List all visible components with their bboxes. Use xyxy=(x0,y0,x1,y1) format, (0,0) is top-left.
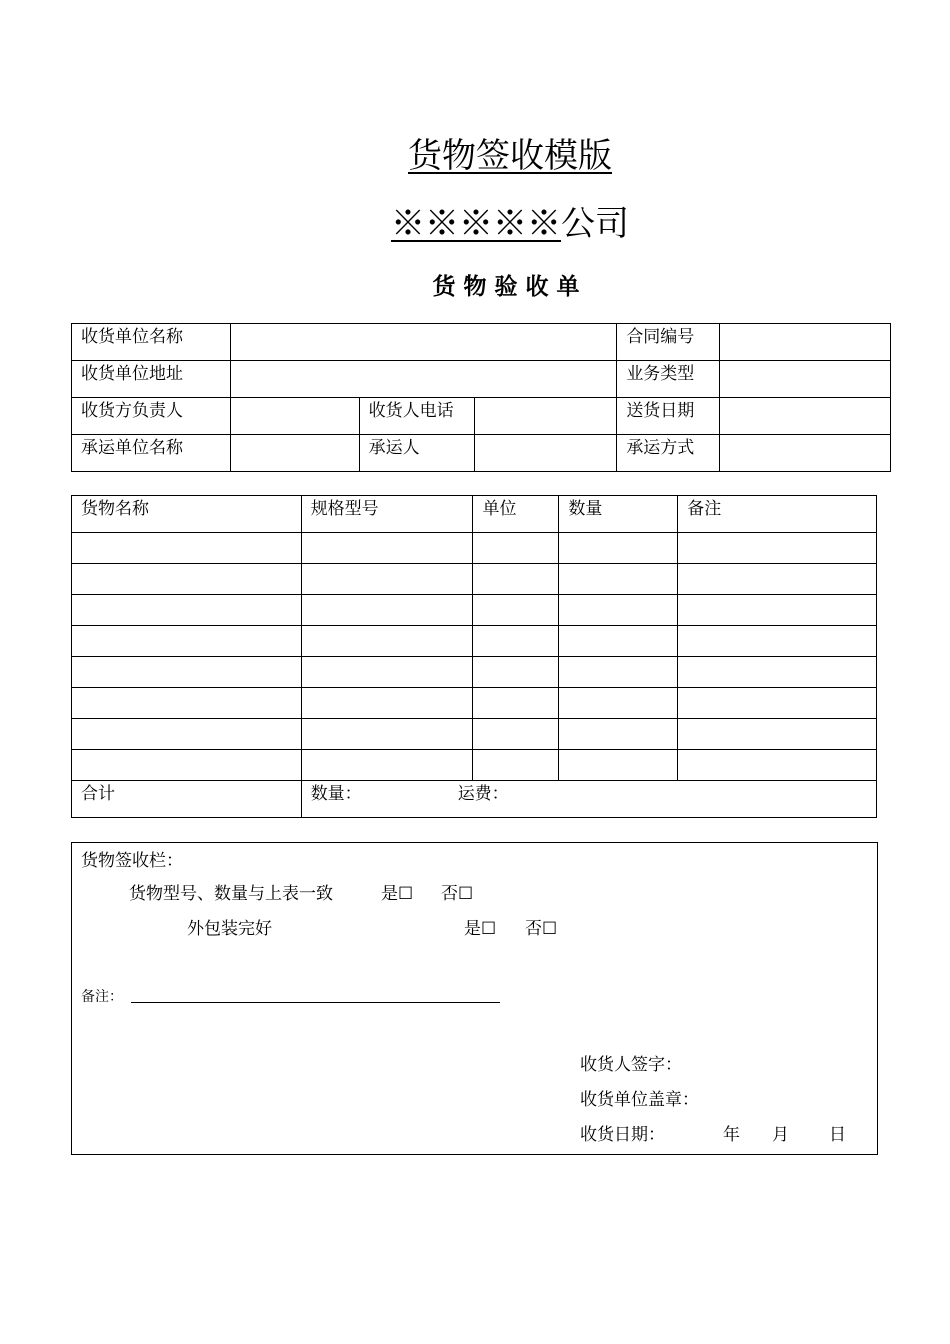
table-cell[interactable] xyxy=(559,750,678,781)
table-cell[interactable] xyxy=(559,626,678,657)
table-row xyxy=(72,595,877,626)
table-cell[interactable] xyxy=(678,564,877,595)
check2-no-checkbox[interactable]: 否☐ xyxy=(525,919,558,939)
label-receiver-unit-name: 收货单位名称 xyxy=(72,324,231,361)
label-transport-mode: 承运方式 xyxy=(617,435,720,472)
input-carrier[interactable] xyxy=(474,435,617,472)
label-delivery-date: 送货日期 xyxy=(617,398,720,435)
header-unit: 单位 xyxy=(473,496,559,533)
input-receiver-person[interactable] xyxy=(230,398,359,435)
input-business-type[interactable] xyxy=(720,361,891,398)
table-cell[interactable] xyxy=(72,750,302,781)
table-cell[interactable] xyxy=(72,564,302,595)
table-cell[interactable] xyxy=(559,533,678,564)
sign-heading: 货物签收栏： xyxy=(81,851,183,871)
check1-yes-checkbox[interactable]: 是☐ xyxy=(381,884,414,904)
table-row xyxy=(72,719,877,750)
table-cell[interactable] xyxy=(473,564,559,595)
total-label: 合计 xyxy=(72,781,302,818)
table-cell[interactable] xyxy=(473,688,559,719)
remark-input-line[interactable] xyxy=(131,1002,500,1003)
table-cell[interactable] xyxy=(301,657,473,688)
table-cell[interactable] xyxy=(678,688,877,719)
table-cell[interactable] xyxy=(72,595,302,626)
table-cell[interactable] xyxy=(301,533,473,564)
sign-section xyxy=(71,842,878,1155)
input-transport-mode[interactable] xyxy=(720,435,891,472)
date-year: 年 xyxy=(723,1125,740,1145)
date-month: 月 xyxy=(772,1125,789,1145)
date-label: 收货日期： xyxy=(580,1125,665,1145)
table-row xyxy=(72,750,877,781)
total-quantity-label: 数量： xyxy=(310,784,362,804)
table-cell[interactable] xyxy=(72,626,302,657)
table-cell[interactable] xyxy=(678,657,877,688)
total-values[interactable] xyxy=(301,781,876,818)
table-cell[interactable] xyxy=(678,750,877,781)
input-contract-no[interactable] xyxy=(720,324,891,361)
document-title: 货物签收模版 xyxy=(408,136,612,176)
table-cell[interactable] xyxy=(678,719,877,750)
table-cell[interactable] xyxy=(301,719,473,750)
goods-table xyxy=(71,495,877,818)
input-receiver-unit-address[interactable] xyxy=(230,361,617,398)
remark-label: 备注： xyxy=(81,989,123,1005)
label-carrier-unit-name: 承运单位名称 xyxy=(72,435,231,472)
table-cell[interactable] xyxy=(678,533,877,564)
header-remark: 备注 xyxy=(678,496,877,533)
header-quantity: 数量 xyxy=(559,496,678,533)
table-cell[interactable] xyxy=(559,564,678,595)
input-receiver-unit-name[interactable] xyxy=(230,324,617,361)
table-cell[interactable] xyxy=(72,657,302,688)
table-cell[interactable] xyxy=(678,595,877,626)
table-cell[interactable] xyxy=(559,719,678,750)
table-cell[interactable] xyxy=(473,657,559,688)
table-cell[interactable] xyxy=(301,750,473,781)
table-cell[interactable] xyxy=(72,688,302,719)
total-freight-label: 运费： xyxy=(457,784,509,804)
table-cell[interactable] xyxy=(473,719,559,750)
header-spec-model: 规格型号 xyxy=(301,496,473,533)
table-row xyxy=(72,564,877,595)
table-cell[interactable] xyxy=(473,750,559,781)
check1-no-checkbox[interactable]: 否☐ xyxy=(441,884,474,904)
label-business-type: 业务类型 xyxy=(617,361,720,398)
input-delivery-date[interactable] xyxy=(720,398,891,435)
table-row xyxy=(72,533,877,564)
table-cell[interactable] xyxy=(473,626,559,657)
label-receiver-unit-address: 收货单位地址 xyxy=(72,361,231,398)
table-row xyxy=(72,657,877,688)
table-cell[interactable] xyxy=(678,626,877,657)
table-cell[interactable] xyxy=(72,533,302,564)
info-table xyxy=(71,323,891,472)
table-cell[interactable] xyxy=(559,595,678,626)
table-cell[interactable] xyxy=(473,533,559,564)
label-carrier: 承运人 xyxy=(359,435,474,472)
table-cell[interactable] xyxy=(301,626,473,657)
table-cell[interactable] xyxy=(473,595,559,626)
company-placeholder: ※※※※※ xyxy=(391,204,561,244)
table-cell[interactable] xyxy=(301,564,473,595)
seal-label: 收货单位盖章： xyxy=(580,1090,699,1110)
table-row xyxy=(72,688,877,719)
table-cell[interactable] xyxy=(301,688,473,719)
company-name xyxy=(0,196,950,245)
input-receiver-phone[interactable] xyxy=(474,398,617,435)
form-name: 货物验收单 xyxy=(432,274,588,300)
input-carrier-unit-name[interactable] xyxy=(230,435,359,472)
date-day: 日 xyxy=(829,1125,846,1145)
check1-label: 货物型号、数量与上表一致 xyxy=(129,884,333,904)
label-receiver-person: 收货方负责人 xyxy=(72,398,231,435)
table-cell[interactable] xyxy=(559,657,678,688)
header-goods-name: 货物名称 xyxy=(72,496,302,533)
table-cell[interactable] xyxy=(301,595,473,626)
table-row xyxy=(72,626,877,657)
table-cell[interactable] xyxy=(72,719,302,750)
company-suffix: 公司 xyxy=(561,204,629,244)
total-row xyxy=(72,781,877,818)
label-contract-no: 合同编号 xyxy=(617,324,720,361)
check2-label: 外包装完好 xyxy=(187,919,272,939)
table-cell[interactable] xyxy=(559,688,678,719)
label-receiver-phone: 收货人电话 xyxy=(359,398,474,435)
signature-label: 收货人签字： xyxy=(580,1055,682,1075)
check2-yes-checkbox[interactable]: 是☐ xyxy=(464,919,497,939)
